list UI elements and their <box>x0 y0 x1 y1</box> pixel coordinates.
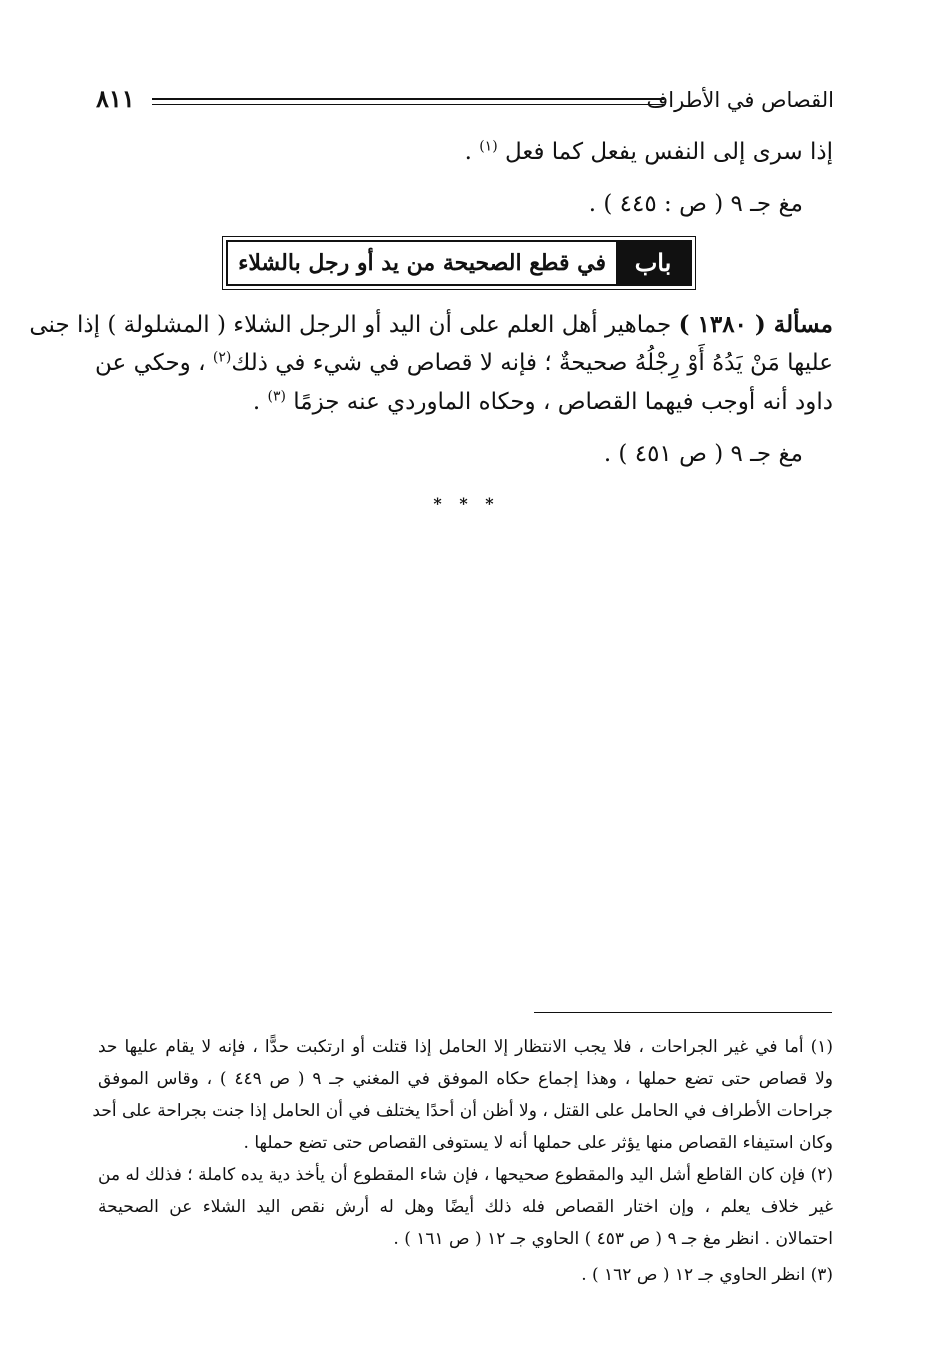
footnote-line: (١) أما في غير الجراحات ، فلا يجب الانتظار إلا الحامل إذا قتلت أو ارتكبت حدًّا ، فإنه لا يقام عليها حد <box>98 1037 833 1057</box>
footnote-line: جراحات الأطراف في الحامل على القتل ، ولا أظن أن أحدًا يختلف في أن الحامل إذا جنت بجراحة على أحد <box>92 1101 833 1121</box>
chapter-label: باب <box>616 242 690 284</box>
masala-text: داود أنه أوجب فيهما القصاص ، وحكاه الماوردي عنه جزمًا <box>293 389 833 415</box>
reference-line-1: مغ جـ ٩ ( ص : ٤٤٥ ) . <box>588 191 803 217</box>
footnote-line: (٢) فإن كان القاطع أشل اليد والمقطوع صحيحها ، فإن شاء المقطوع أن يأخذ دية يده كاملة ؛ فذلك له من <box>98 1165 833 1185</box>
header-rule <box>152 98 664 100</box>
header-rule-thin <box>152 104 664 105</box>
masala-line-3 <box>253 388 833 418</box>
footnote-line: (٣) انظر الحاوي جـ ١٢ ( ص ١٦٢ ) . <box>581 1265 833 1285</box>
body-line-1 <box>465 138 833 168</box>
footnote-rule <box>534 1012 832 1013</box>
masala-text: عليها مَنْ يَدُهُ أَوْ رِجْلُهُ صحيحةٌ ؛ فإنه لا قصاص في شيء في ذلك <box>231 350 833 376</box>
page-number: ٨١١ <box>96 84 135 113</box>
footnote-marker: (١) <box>479 138 498 155</box>
reference-line-2: مغ جـ ٩ ( ص ٤٥١ ) . <box>603 441 803 467</box>
masala-label: مسألة ( ١٣٨٠ ) <box>678 311 833 338</box>
masala-line-1 <box>29 310 833 341</box>
masala-text: جماهير أهل العلم على أن اليد أو الرجل الشلاء ( المشلولة ) إذا جنى <box>29 312 672 338</box>
masala-line-2 <box>97 349 833 379</box>
header-title: القصاص في الأطراف <box>646 88 834 112</box>
body-text: إذا سرى إلى النفس يفعل كما فعل <box>504 139 833 165</box>
footnote-marker: (٢) <box>212 349 232 366</box>
chapter-title: في قطع الصحيحة من يد أو رجل بالشلاء <box>238 250 606 276</box>
footnote-line: احتمالان . انظر مغ جـ ٩ ( ص ٤٥٣ ) الحاوي جـ ١٢ ( ص ١٦١ ) . <box>393 1229 833 1249</box>
chapter-heading-box <box>226 240 692 286</box>
masala-text-end: . <box>252 389 261 415</box>
masala-text: ، وحكي عن <box>95 350 206 376</box>
section-separator: * * * <box>433 494 500 513</box>
body-text-end: . <box>464 139 472 165</box>
footnote-line: غير خلاف يعلم ، وإن اختار القصاص فله ذلك أيضًا وهل له أرش نقص اليد الشلاء عن الصحيحة <box>98 1197 833 1217</box>
footnote-line: ولا قصاص حتى تضع حملها ، وهذا إجماع حكاه الموفق في المغني جـ ٩ ( ص ٤٤٩ ) ، وقاس الموفق <box>98 1069 833 1089</box>
footnote-marker: (٣) <box>267 388 286 405</box>
running-header <box>96 84 834 120</box>
footnote-line: وكان استيفاء القصاص منها يؤثر على حملها أنه لا يستوفى القصاص حتى تضع حملها . <box>243 1133 833 1153</box>
